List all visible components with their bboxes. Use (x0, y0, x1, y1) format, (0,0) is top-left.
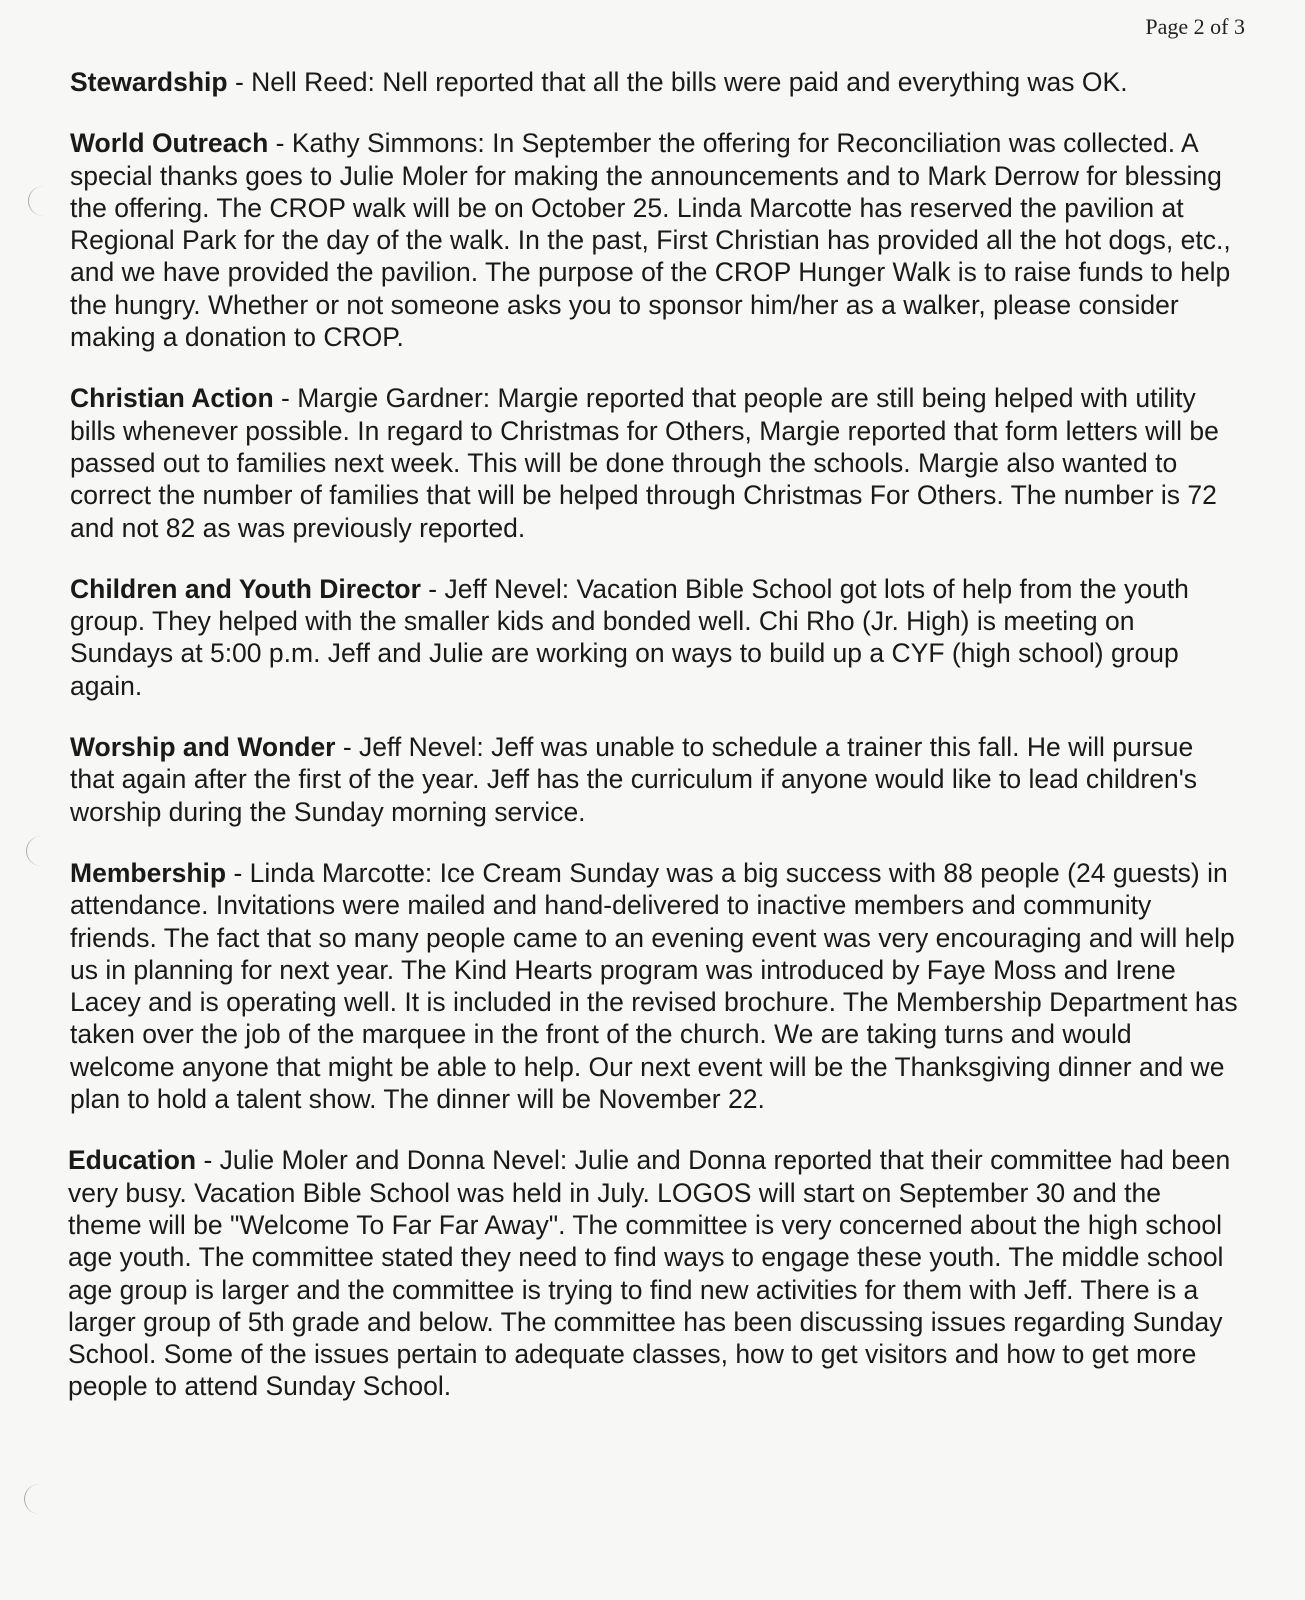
document-body (70, 66, 1240, 1432)
section-worship-and-wonder (70, 731, 1240, 828)
section-education (68, 1144, 1240, 1402)
section-text: - Jeff Nevel: Jeff was unable to schedule a trainer this fall. He will pursue that again after the first of the year. Jeff has the curriculum if anyone would like to lead children's worship during the Sunday morning service. (70, 732, 1198, 827)
section-children-youth-director (70, 573, 1240, 702)
section-heading: Membership (70, 857, 227, 888)
section-heading: Children and Youth Director (70, 573, 421, 604)
page-number: Page 2 of 3 (1145, 14, 1245, 39)
section-heading: Worship and Wonder (70, 732, 336, 763)
section-text: - Linda Marcotte: Ice Cream Sunday was a big success with 88 people (24 guests) in attendance. Invitations were mailed and hand-delivered to inactive members and community friends. The fact that so many people came to an evening event was very encouraging and will help us in planning for next year. The Kind Hearts program was introduced by Faye Moss and Irene Lacey and is operating well. It is included in the revised brochure. The Membership Department has taken over the job of the marquee in the front of the church. We are taking turns and would welcome anyone that might be able to help. Our next event will be the Thanksgiving dinner and we plan to hold a talent show. The dinner will be November 22. (70, 857, 1238, 1115)
section-stewardship (70, 66, 1240, 98)
section-heading: Christian Action (70, 383, 274, 414)
section-text: - Margie Gardner: Margie reported that people are still being helped with utility bills whenever possible. In regard to Christmas for Others, Margie reported that form letters will be passed out to families next week. This will be done through the schools. Margie also wanted to correct the number of families that will be helped through Christmas For Others. The number is 72 and not 82 as was previously reported. (70, 383, 1219, 543)
section-text: - Kathy Simmons: In September the offering for Reconciliation was collected. A special thanks goes to Julie Moler for making the announcements and to Mark Derrow for blessing the offering. The CROP walk will be on October 25. Linda Marcotte has reserved the pavilion at Regional Park for the day of the walk. In the past, First Christian has provided all the hot dogs, etc., and we have provided the pavilion. The purpose of the CROP Hunger Walk is to raise funds to help the hungry. Whether or not someone asks you to sponsor him/her as a walker, please consider making a donation to CROP. (70, 128, 1231, 353)
punch-hole-mark (28, 186, 59, 216)
section-heading: Stewardship (70, 67, 228, 97)
punch-hole-mark (24, 1484, 55, 1514)
section-christian-action (70, 382, 1240, 543)
section-text: - Nell Reed: Nell reported that all the bills were paid and everything was OK. (227, 67, 1128, 97)
section-world-outreach (70, 127, 1240, 353)
section-text: - Jeff Nevel: Vacation Bible School got lots of help from the youth group. They helped with the smaller kids and bonded well. Chi Rho (Jr. High) is meeting on Sundays at 5:00 p.m. Jeff and Julie are working on ways to build up a CYF (high school) group again. (70, 573, 1189, 701)
punch-hole-mark (26, 836, 57, 866)
section-heading: Education (68, 1145, 197, 1176)
section-text: - Julie Moler and Donna Nevel: Julie and Donna reported that their committee had been very busy. Vacation Bible School was held in July. LOGOS will start on September 30 and the theme will be "Welcome To Far Far Away". The committee is very concerned about the high school age youth. The committee stated they need to find ways to engage these youth. The middle school age group is larger and the committee is trying to find new activities for them with Jeff. There is a larger group of 5th grade and below. The committee has been discussing issues regarding Sunday School. Some of the issues pertain to adequate classes, how to get visitors and how to get more people to attend Sunday School. (68, 1145, 1231, 1402)
section-heading: World Outreach (70, 128, 269, 159)
section-membership (70, 857, 1240, 1115)
